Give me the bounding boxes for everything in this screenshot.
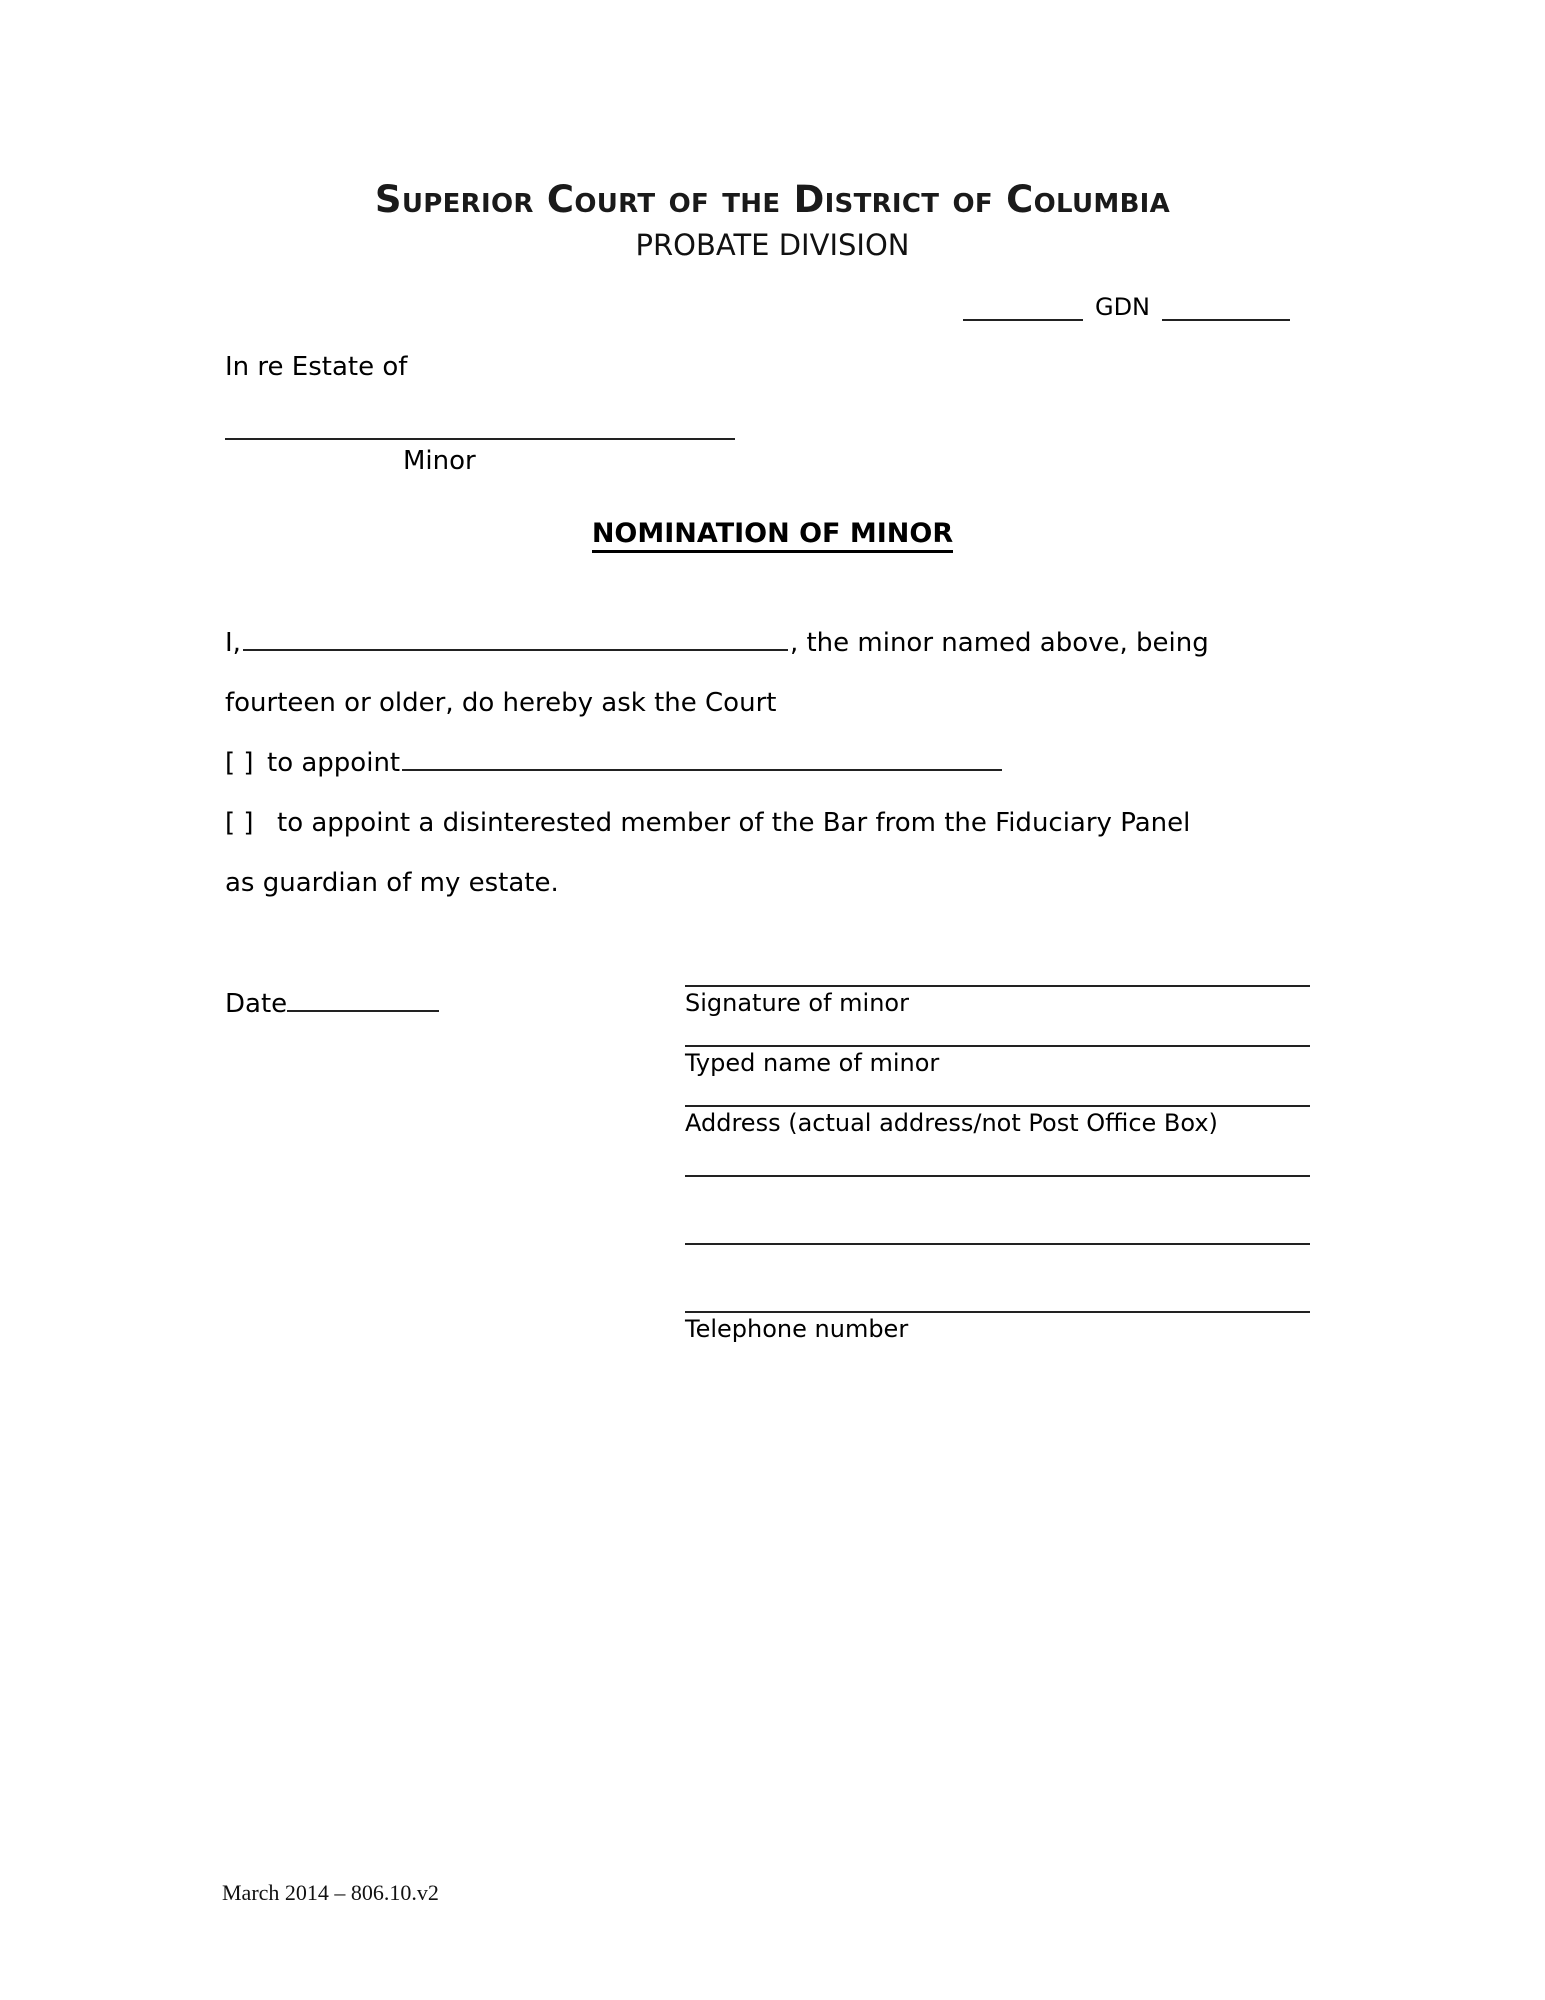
signature-label: Signature of minor [685,989,909,1017]
minor-caption-label: Minor [403,446,476,476]
case-number-prefix-field[interactable] [963,297,1083,321]
option-2-label: to appoint a disinterested member of the Bar from the Fiduciary Panel [277,808,1191,838]
signature-spacer-1 [685,1017,1310,1045]
option-1-label: to appoint [267,748,401,778]
court-title-word-the: the [722,178,781,221]
declaration-prefix: I, [225,628,241,658]
signature-spacer-3 [685,1137,1310,1175]
signature-spacer-2 [685,1077,1310,1105]
telephone-label: Telephone number [685,1314,909,1343]
case-number-row [930,295,1290,321]
case-number-label: GDN [1094,293,1150,321]
declaration-line-5: as guardian of my estate. [225,868,559,898]
signature-block [685,985,1310,1343]
document-heading [0,518,1545,549]
declaration-suffix: , the minor named above, being [789,628,1209,658]
court-title-word-of1: of [668,178,710,221]
court-title [0,178,1545,221]
in-re-estate-label: In re Estate of [225,352,408,382]
option-2-row [225,808,1190,838]
minor-name-field[interactable] [225,438,735,440]
option-1-checkbox[interactable]: [ ] [225,748,254,778]
court-title-word-court: ourt [574,178,656,221]
court-title-initial-d: D [793,178,825,221]
typed-name-label: Typed name of minor [685,1048,940,1077]
option-1-appointee-field[interactable] [402,749,1002,771]
date-label: Date [225,989,288,1019]
court-title-initial-s: S [374,178,402,221]
form-reference-footer: March 2014 – 806.10.v2 [222,1880,439,1905]
address-label: Address (actual address/not Post Office Box) [685,1108,1218,1137]
court-title-word-of2: of [952,178,993,221]
court-title-word-columbia: olumbia [1033,178,1171,221]
division-subtitle: PROBATE DIVISION [635,228,910,262]
date-field[interactable] [287,990,439,1012]
date-row [225,989,439,1019]
court-title-initial-c2: C [1006,178,1034,221]
court-title-word-district: istrict [824,178,940,221]
case-number-field[interactable] [1162,297,1290,321]
signature-spacer-5 [685,1245,1310,1311]
option-1-row [225,748,1004,778]
court-title-word-superior: uperior [401,178,534,221]
court-title-initial-c1: C [546,178,575,221]
declaration-line-1 [225,628,1209,658]
document-heading-text: NOMINATION OF MINOR [592,518,953,553]
option-2-checkbox[interactable]: [ ] [225,808,254,838]
declaration-line-2: fourteen or older, do hereby ask the Court [225,688,777,718]
signature-spacer-4 [685,1177,1310,1243]
declarant-name-field[interactable] [243,629,788,651]
